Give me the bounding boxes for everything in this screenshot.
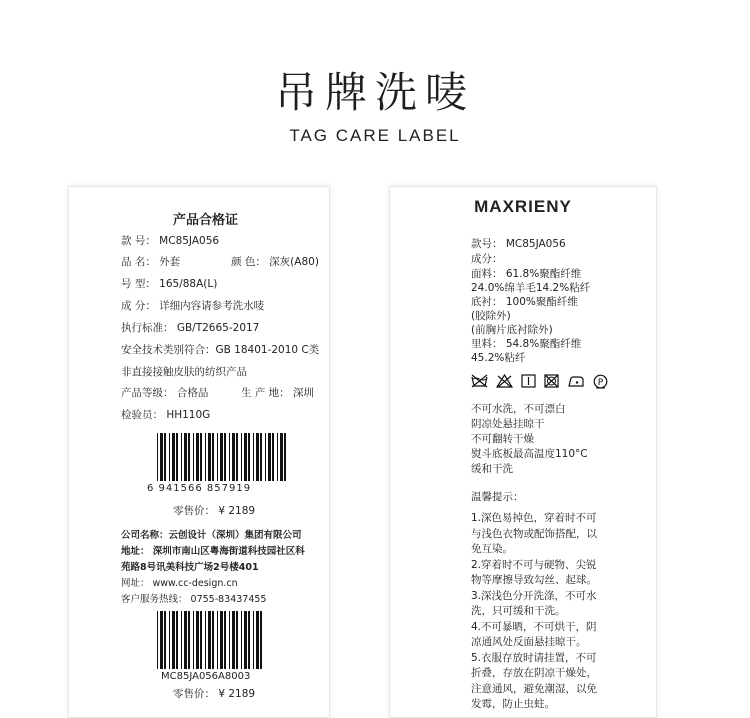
tip-line: 注意通风，避免潮湿，以免 bbox=[471, 682, 597, 695]
barcode-bar bbox=[205, 433, 206, 481]
care-instruction-5: 缓和干洗 bbox=[471, 463, 513, 475]
barcode-sku-number: MC85JA056A8003 bbox=[161, 671, 251, 682]
customer-hotline: 客户服务热线： 0755-83437455 bbox=[121, 594, 267, 605]
header-subtitle: TAG CARE LABEL bbox=[289, 126, 461, 145]
barcode-bar bbox=[260, 611, 262, 669]
tip-line: 2.穿着时不可与硬物、尖锐 bbox=[471, 558, 597, 571]
barcode-bar bbox=[200, 611, 202, 669]
dry-clean-p-icon bbox=[593, 374, 608, 389]
tip-line: 4.不可暴晒，不可烘干，阴 bbox=[471, 620, 597, 633]
tip-line: 免互染。 bbox=[471, 543, 513, 555]
barcode-bar bbox=[193, 611, 194, 669]
barcode-bar bbox=[232, 433, 235, 481]
barcode-bar bbox=[272, 433, 274, 481]
base-note-1: (胶除外) bbox=[471, 310, 511, 322]
barcode-bar bbox=[241, 433, 242, 481]
tip-line: 凉通风处反面悬挂晾干。 bbox=[471, 636, 587, 648]
care-label bbox=[389, 186, 657, 718]
product-grade: 产品等级： 合格品 bbox=[121, 387, 209, 399]
barcode-bar bbox=[229, 433, 230, 481]
barcode-bar bbox=[184, 611, 187, 669]
hang-tag bbox=[68, 186, 330, 718]
barcode-bar bbox=[208, 611, 211, 669]
barcode-bar bbox=[205, 611, 206, 669]
header-title: 吊牌洗唛 bbox=[274, 68, 475, 117]
barcode-bar bbox=[160, 611, 163, 669]
barcode-bar bbox=[241, 611, 242, 669]
tip-line: 与浅色衣物或配饰搭配，以 bbox=[471, 527, 597, 540]
barcode-bar bbox=[196, 611, 199, 669]
no-bleach-icon bbox=[496, 374, 513, 388]
barcode-bar bbox=[212, 611, 214, 669]
execution-standard: 执行标准： GB/T2665-2017 bbox=[121, 322, 260, 334]
barcode-bar bbox=[256, 433, 259, 481]
retail-price-bottom: 零售价： ¥ 2189 bbox=[173, 688, 256, 700]
svg-text:P: P bbox=[597, 378, 604, 388]
barcode-bar bbox=[224, 611, 226, 669]
care-instruction-2: 阴凉处悬挂晾干 bbox=[471, 418, 545, 430]
barcode-bar bbox=[265, 433, 266, 481]
fabric-composition: 面料： 61.8%聚酯纤维 bbox=[471, 268, 582, 280]
barcode-bar bbox=[172, 433, 175, 481]
barcode-bar bbox=[248, 433, 250, 481]
no-wash-icon bbox=[471, 374, 488, 388]
barcode-bar bbox=[184, 433, 187, 481]
barcode-bar bbox=[176, 433, 178, 481]
barcode-sku bbox=[157, 611, 267, 669]
barcode-ean-number: 6 941566 857919 bbox=[147, 483, 252, 494]
fabric-composition-2: 24.0%绵羊毛14.2%粘纤 bbox=[471, 282, 591, 294]
company-website: 网址： www.cc-design.cn bbox=[121, 578, 238, 589]
company-address-line2: 苑路8号讯美科技广场2号楼401 bbox=[121, 562, 259, 573]
style-number: 款 号： MC85JA056 bbox=[121, 235, 220, 247]
product-size: 号 型： 165/88A(L) bbox=[121, 278, 218, 290]
safety-category: 安全技术类别符合：GB 18401-2010 C类 bbox=[121, 344, 320, 356]
composition-label: 成分： bbox=[471, 253, 503, 265]
product-name: 品 名： 外套 bbox=[121, 256, 181, 268]
barcode-bar bbox=[244, 611, 247, 669]
tip-line: 发霉，防止虫蛀。 bbox=[471, 698, 555, 710]
barcode-bar bbox=[188, 611, 190, 669]
barcode-bar bbox=[172, 611, 175, 669]
barcode-bar bbox=[193, 433, 194, 481]
barcode-bar bbox=[200, 433, 202, 481]
barcode-bar bbox=[236, 433, 238, 481]
tip-line: 3.深浅色分开洗涤，不可水 bbox=[471, 589, 597, 602]
barcode-bar bbox=[212, 433, 214, 481]
tip-line: 洗，只可缓和干洗。 bbox=[471, 605, 566, 617]
barcode-bar bbox=[229, 611, 230, 669]
barcode-bar bbox=[236, 611, 238, 669]
barcode-bar bbox=[208, 433, 211, 481]
tips-title: 温馨提示： bbox=[471, 491, 524, 503]
barcode-bar bbox=[169, 611, 170, 669]
no-tumble-dry-icon bbox=[544, 374, 559, 388]
barcode-bar bbox=[244, 433, 247, 481]
line-dry-icon bbox=[521, 374, 536, 388]
barcode-bar bbox=[280, 433, 283, 481]
base-note-2: (前胸片底衬除外) bbox=[471, 324, 553, 336]
barcode-bar bbox=[157, 433, 158, 481]
barcode-bar bbox=[196, 433, 199, 481]
barcode-bar bbox=[277, 433, 278, 481]
tag-heading: 产品合格证 bbox=[173, 213, 239, 228]
tip-line: 折叠，存放在阴凉干燥处， bbox=[471, 667, 597, 679]
barcode-bar bbox=[253, 433, 254, 481]
brand-logo: MAXRIENY bbox=[474, 197, 572, 216]
barcode-bar bbox=[220, 433, 223, 481]
care-symbols bbox=[471, 374, 608, 389]
barcode-bar bbox=[232, 611, 235, 669]
lining-composition-2: 45.2%粘纤 bbox=[471, 352, 526, 364]
barcode-bar bbox=[224, 433, 226, 481]
inspector: 检验员： HH110G bbox=[121, 409, 211, 421]
lining-composition: 里料： 54.8%聚酯纤维 bbox=[471, 338, 582, 350]
barcode-bar bbox=[217, 611, 218, 669]
barcode-bar bbox=[169, 433, 170, 481]
barcode-bar bbox=[160, 433, 163, 481]
production-origin: 生 产 地： 深圳 bbox=[241, 387, 315, 399]
barcode-bar bbox=[157, 611, 158, 669]
barcode-bar bbox=[268, 433, 271, 481]
tip-line: 物等摩擦导致勾丝、起球。 bbox=[471, 574, 597, 586]
barcode-bar bbox=[181, 611, 182, 669]
barcode-bar bbox=[176, 611, 178, 669]
care-instruction-1: 不可水洗，不可漂白 bbox=[471, 403, 566, 415]
composition-note: 成 分： 详细内容请参考洗水唛 bbox=[121, 300, 265, 312]
safety-note: 非直接接触皮肤的纺织产品 bbox=[121, 366, 247, 378]
barcode-bar bbox=[284, 433, 286, 481]
barcode-bar bbox=[188, 433, 190, 481]
retail-price: 零售价： ¥ 2189 bbox=[173, 505, 256, 517]
iron-110-icon bbox=[567, 374, 585, 388]
base-composition: 底衬： 100%聚酯纤维 bbox=[471, 296, 578, 308]
barcode-bar bbox=[217, 433, 218, 481]
product-color: 颜 色： 深灰(A80) bbox=[231, 256, 319, 268]
barcode-bar bbox=[253, 611, 254, 669]
barcode-bar bbox=[164, 433, 166, 481]
care-instruction-3: 不可翻转干燥 bbox=[471, 433, 534, 445]
company-address-line1: 地址： 深圳市南山区粤海街道科技园社区科 bbox=[121, 546, 305, 557]
barcode-ean bbox=[157, 433, 289, 481]
barcode-bar bbox=[164, 611, 166, 669]
barcode-bar bbox=[220, 611, 223, 669]
barcode-bar bbox=[248, 611, 250, 669]
barcode-bar bbox=[181, 433, 182, 481]
tip-line: 1.深色易掉色，穿着时不可 bbox=[471, 512, 597, 524]
company-name: 公司名称：云创设计（深圳）集团有限公司 bbox=[121, 530, 302, 541]
tip-line: 5.衣服存放时请挂置，不可 bbox=[471, 651, 597, 664]
care-instruction-4: 熨斗底板最高温度110°C bbox=[471, 448, 588, 460]
barcode-bar bbox=[260, 433, 262, 481]
barcode-bar bbox=[256, 611, 259, 669]
style-number: 款号： MC85JA056 bbox=[471, 238, 566, 250]
